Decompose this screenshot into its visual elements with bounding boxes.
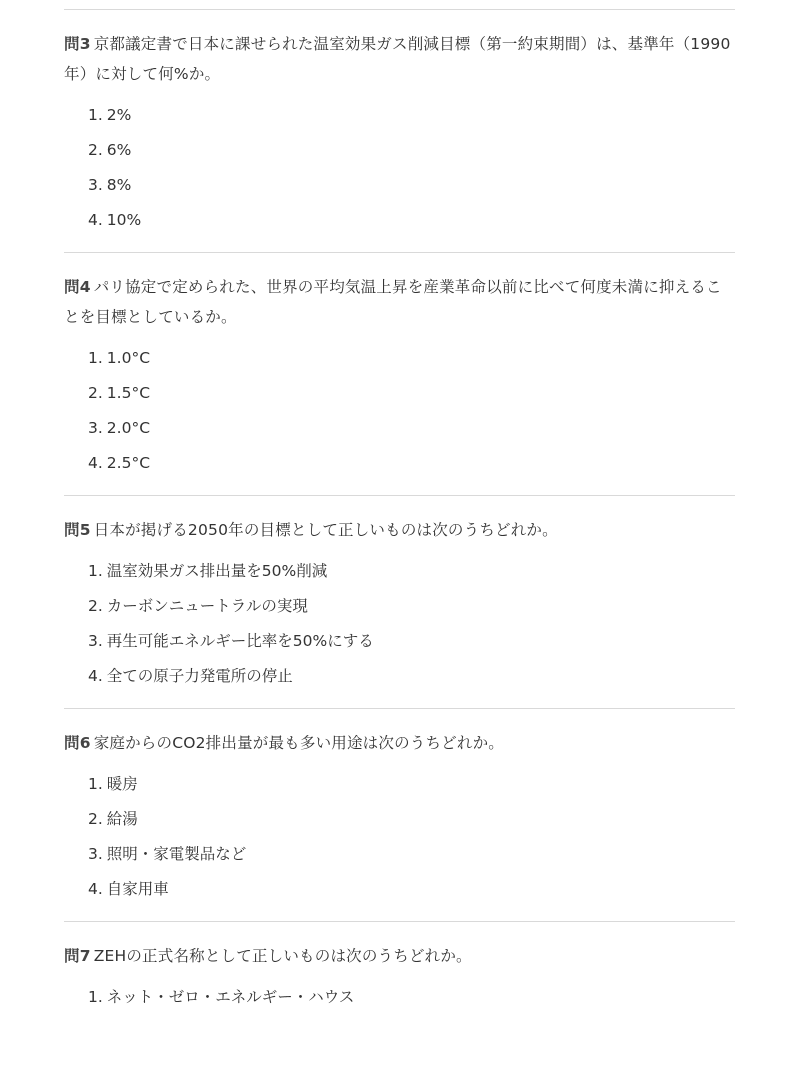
choice-item[interactable]: 2. 1.5°C (88, 384, 151, 402)
question-body: 京都議定書で日本に課せられた温室効果ガス削減目標（第一約束期間）は、基準年（1990年）に対して何%か。 (64, 35, 731, 83)
question-text (64, 728, 735, 758)
choice-list (64, 767, 735, 907)
question-4 (64, 253, 735, 495)
choice-label: 8% (106, 176, 132, 194)
choice-label: 1.5°C (106, 384, 151, 402)
choice-list (64, 554, 735, 694)
choice-item[interactable]: 1. ネット・ゼロ・エネルギー・ハウス (88, 988, 355, 1006)
question-number: 問4 (64, 278, 91, 296)
choice-item[interactable]: 1. 2% (88, 106, 132, 124)
question-number: 問5 (64, 521, 91, 539)
choice-label: 2.5°C (106, 454, 151, 472)
choice-item[interactable]: 2. カーボンニュートラルの実現 (88, 597, 308, 615)
choice-item[interactable]: 1. 暖房 (88, 775, 138, 793)
choice-label: 自家用車 (106, 880, 169, 898)
question-text (64, 272, 735, 332)
choice-label: 2% (106, 106, 132, 124)
choice-label: 温室効果ガス排出量を50%削減 (106, 562, 328, 580)
choice-item[interactable]: 3. 再生可能エネルギー比率を50%にする (88, 632, 374, 650)
choice-item[interactable]: 1. 1.0°C (88, 349, 151, 367)
question-6 (64, 709, 735, 921)
question-body: パリ協定で定められた、世界の平均気温上昇を産業革命以前に比べて何度未満に抑えることを目標としているか。 (64, 278, 722, 326)
choice-item[interactable]: 3. 2.0°C (88, 419, 151, 437)
quiz-list (64, 0, 735, 1029)
question-body: ZEHの正式名称として正しいものは次のうちどれか。 (93, 947, 472, 965)
choice-label: 10% (106, 211, 142, 229)
choice-list (64, 980, 735, 1015)
question-5 (64, 496, 735, 708)
choice-item[interactable]: 4. 10% (88, 211, 142, 229)
question-text (64, 941, 735, 971)
choice-label: 給湯 (106, 810, 138, 828)
choice-label: ネット・ゼロ・エネルギー・ハウス (106, 988, 355, 1006)
choice-item[interactable]: 1. 温室効果ガス排出量を50%削減 (88, 562, 328, 580)
question-number: 問6 (64, 734, 91, 752)
choice-item[interactable]: 3. 8% (88, 176, 132, 194)
question-body: 家庭からのCO2排出量が最も多い用途は次のうちどれか。 (93, 734, 504, 752)
choice-label: 2.0°C (106, 419, 151, 437)
choice-label: 全ての原子力発電所の停止 (106, 667, 293, 685)
choice-item[interactable]: 4. 全ての原子力発電所の停止 (88, 667, 293, 685)
choice-label: 暖房 (106, 775, 138, 793)
question-body: 日本が掲げる2050年の目標として正しいものは次のうちどれか。 (93, 521, 558, 539)
question-text (64, 515, 735, 545)
choice-label: 再生可能エネルギー比率を50%にする (106, 632, 374, 650)
choice-item[interactable]: 4. 自家用車 (88, 880, 169, 898)
choice-label: 1.0°C (106, 349, 151, 367)
choice-item[interactable]: 2. 6% (88, 141, 132, 159)
choice-list (64, 98, 735, 238)
question-number: 問3 (64, 35, 91, 53)
choice-list (64, 341, 735, 481)
choice-item[interactable]: 2. 給湯 (88, 810, 138, 828)
choice-item[interactable]: 4. 2.5°C (88, 454, 151, 472)
choice-label: 照明・家電製品など (106, 845, 247, 863)
question-text (64, 29, 735, 89)
choice-label: 6% (106, 141, 132, 159)
choice-label: カーボンニュートラルの実現 (106, 597, 308, 615)
question-7 (64, 922, 735, 1029)
question-3 (64, 10, 735, 252)
choice-item[interactable]: 3. 照明・家電製品など (88, 845, 247, 863)
question-number: 問7 (64, 947, 91, 965)
